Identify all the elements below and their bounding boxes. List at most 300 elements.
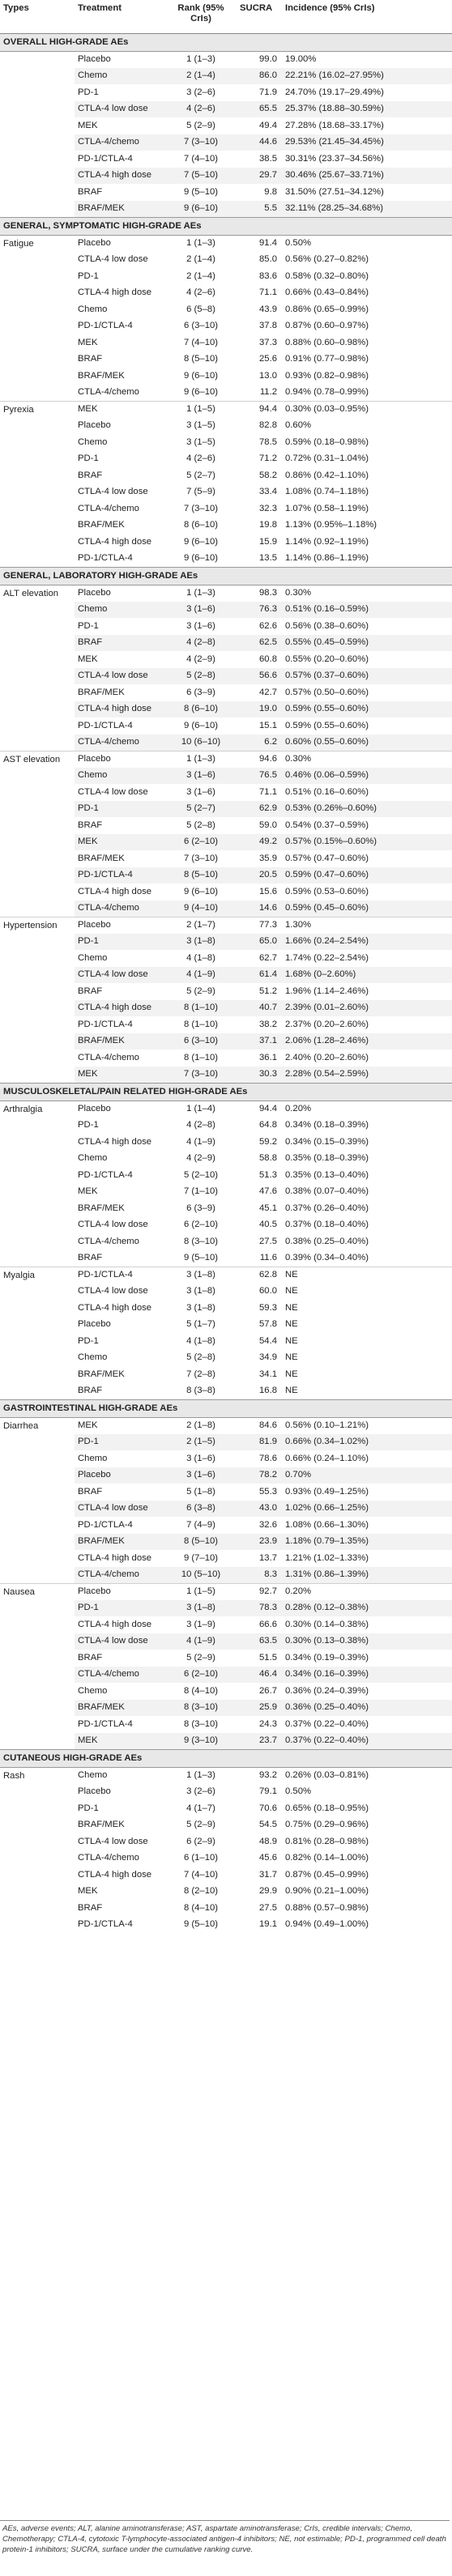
header-sucra: SUCRA [237,0,282,33]
incidence-cell: 0.93% (0.49–1.25%) [282,1484,452,1501]
incidence-cell: 0.57% (0.15%–0.60%) [282,834,452,851]
treatment-cell: PD-1/CTLA-4 [75,318,165,335]
sucra-cell: 63.5 [237,1633,282,1650]
rank-cell: 6 (3–8) [165,1501,237,1518]
header-types: Types [0,0,75,33]
incidence-cell: 0.34% (0.16–0.39%) [282,1667,452,1684]
sucra-cell: 61.4 [237,967,282,984]
sucra-cell: 62.6 [237,618,282,635]
sucra-cell: 91.4 [259,238,277,248]
sucra-cell: 59.3 [259,1302,277,1313]
ae-type-cell: Pyrexia [0,401,75,567]
sucra-cell: 37.1 [237,1033,282,1050]
treatment-cell: PD-1 [75,1434,165,1451]
rank-cell: 7 (5–10) [165,168,237,185]
treatment-cell: CTLA-4 high dose [75,1550,165,1567]
ae-type-cell: Fatigue [3,238,34,249]
sucra-cell: 40.7 [237,1000,282,1017]
sucra-cell: 62.9 [237,801,282,818]
rank-cell: 1 (1–5) [165,401,237,418]
treatment-cell: Chemo [75,1350,165,1367]
section-title: GASTROINTESTINAL HIGH-GRADE AEs [0,1399,452,1417]
treatment-cell: BRAF/MEK [75,1700,165,1717]
incidence-cell: 0.38% (0.07–0.40%) [282,1184,452,1201]
rank-cell: 6 (3–9) [165,684,237,701]
incidence-cell: 1.30% [282,917,452,934]
rank-cell: 9 (6–10) [165,884,237,901]
rank-cell: 5 (2–9) [165,117,237,134]
treatment-cell: CTLA-4 low dose [75,101,165,118]
section-title: GENERAL, LABORATORY HIGH-GRADE AEs [0,567,452,585]
incidence-cell: 1.14% (0.92–1.19%) [285,536,369,547]
incidence-cell: 0.90% (0.21–1.00%) [282,1884,452,1901]
sucra-cell: 57.8 [237,1317,282,1334]
treatment-cell: PD-1/CTLA-4 [75,151,165,168]
rank-cell: 8 (3–10) [165,1716,237,1733]
treatment-cell: PD-1 [75,618,165,635]
rank-cell: 6 (2–10) [165,1667,237,1684]
rank-cell: 7 (4–10) [165,151,237,168]
treatment-cell: Placebo [75,1784,165,1801]
section-title: CUTANEOUS HIGH-GRADE AEs [0,1749,452,1767]
incidence-cell: 0.94% (0.78–0.99%) [282,385,452,402]
treatment-cell: BRAF [75,1383,165,1400]
treatment-cell: MEK [75,651,165,668]
sucra-cell: 51.3 [259,1169,277,1180]
treatment-cell: BRAF [78,470,103,480]
sucra-cell: 19.1 [237,1917,282,1934]
treatment-cell: CTLA-4/chemo [75,901,165,918]
incidence-cell: 0.87% (0.45–0.99%) [285,1869,369,1880]
treatment-cell: PD-1 [75,451,165,468]
incidence-cell: 24.70% (19.17–29.49%) [282,84,452,101]
sucra-cell: 29.9 [237,1884,282,1901]
incidence-cell: 1.07% (0.58–1.19%) [285,503,369,513]
sucra-cell: 55.3 [237,1484,282,1501]
incidence-cell: 30.46% (25.67–33.71%) [282,168,452,185]
treatment-cell: CTLA-4/chemo [75,1567,165,1584]
treatment-cell: Placebo [75,917,165,934]
rank-cell: 9 (6–10) [165,551,237,568]
treatment-cell: BRAF/MEK [78,370,125,381]
rank-cell: 5 (2–9) [165,983,237,1000]
incidence-cell: 0.38% (0.25–0.40%) [285,1236,369,1246]
treatment-cell: BRAF/MEK [78,1203,125,1213]
sucra-cell: 85.0 [237,252,282,269]
incidence-cell: 0.36% (0.24–0.39%) [282,1683,452,1700]
treatment-cell: Chemo [75,1683,165,1700]
sucra-cell: 38.2 [237,1016,282,1033]
sucra-cell: 9.8 [237,184,282,201]
sucra-cell: 43.0 [237,1501,282,1518]
treatment-cell: Placebo [75,1583,165,1600]
incidence-cell: 0.59% (0.55–0.60%) [282,717,452,734]
rank-cell: 8 (5–10) [165,351,237,368]
treatment-cell: MEK [75,1884,165,1901]
rank-cell: 3 (1–5) [165,418,237,435]
treatment-cell: CTLA-4 high dose [75,701,165,718]
sucra-cell: 66.6 [237,1616,282,1633]
incidence-cell: 2.39% (0.01–2.60%) [282,1000,452,1017]
incidence-cell: 0.75% (0.29–0.96%) [282,1817,452,1834]
treatment-cell: PD-1/CTLA-4 [75,1716,165,1733]
incidence-cell: 32.11% (28.25–34.68%) [282,201,452,218]
sucra-cell: 99.0 [237,51,282,68]
treatment-cell: CTLA-4/chemo [78,503,139,513]
rank-cell: 4 (1–9) [165,967,237,984]
sucra-cell: 20.5 [237,867,282,884]
rank-cell: 4 (1–8) [186,1335,215,1346]
rank-cell: 5 (1–8) [165,1484,237,1501]
sucra-cell: 16.8 [237,1383,282,1400]
sucra-cell: 48.9 [259,1836,277,1846]
incidence-cell: 0.59% (0.18–0.98%) [285,436,369,447]
sucra-cell: 49.4 [237,117,282,134]
rank-cell: 8 (5–10) [165,867,237,884]
sucra-cell: 78.2 [237,1467,282,1484]
incidence-cell: 1.14% (0.86–1.19%) [282,551,452,568]
rank-cell: 10 (6–10) [165,734,237,752]
sucra-cell: 23.9 [237,1534,282,1551]
section-header-row [0,33,452,51]
sucra-cell: 71.1 [237,285,282,302]
sucra-cell: 46.4 [237,1667,282,1684]
sucra-cell: 29.7 [237,168,282,185]
rank-cell: 7 (3–10) [165,134,237,151]
section-header-row [0,1749,452,1767]
rank-cell: 6 (1–10) [165,1850,237,1867]
incidence-cell: 0.50% [285,238,312,248]
treatment-cell: MEK [78,337,98,347]
treatment-cell: PD-1/CTLA-4 [75,1917,165,1934]
treatment-cell: CTLA-4/chemo [75,1050,165,1067]
treatment-cell: Chemo [75,68,165,85]
treatment-cell: BRAF/MEK [75,850,165,867]
treatment-cell: BRAF/MEK [75,517,165,534]
sucra-cell: 94.4 [259,1104,277,1113]
incidence-cell: 19.00% [282,51,452,68]
rank-cell: 9 (4–10) [165,901,237,918]
rank-cell: 7 (3–10) [165,850,237,867]
incidence-cell: 27.28% (18.68–33.17%) [282,117,452,134]
treatment-cell: CTLA-4 low dose [75,1284,165,1301]
rank-cell: 5 (2–8) [165,817,237,834]
incidence-cell: NE [285,1302,298,1313]
sucra-cell: 11.2 [237,385,282,402]
sucra-cell: 15.9 [259,536,277,547]
rank-cell: 4 (2–8) [165,1118,237,1135]
treatment-cell: CTLA-4 high dose [75,1000,165,1017]
treatment-cell: MEK [75,1184,165,1201]
rank-cell: 1 (1–3) [165,585,237,602]
incidence-cell: 0.55% (0.20–0.60%) [282,651,452,668]
ae-type-cell: Diarrhea [3,1420,39,1431]
ae-type-cell: Hypertension [0,917,75,1083]
treatment-cell: CTLA-4 high dose [78,1302,152,1313]
sucra-cell: 76.5 [237,768,282,785]
incidence-cell: 0.87% (0.60–0.97%) [282,318,452,335]
treatment-cell: Placebo [78,1104,111,1113]
treatment-cell: CTLA-4 high dose [75,285,165,302]
rank-cell: 7 (3–10) [165,1067,237,1084]
sucra-cell: 33.4 [237,484,282,501]
incidence-cell: 0.58% (0.32–0.80%) [285,270,369,281]
treatment-cell: PD-1/CTLA-4 [75,1016,165,1033]
rank-cell: 2 (1–8) [165,1417,237,1434]
rank-cell: 3 (2–6) [165,1784,237,1801]
table-row [0,1267,452,1284]
sucra-cell: 32.6 [237,1517,282,1534]
sucra-cell: 27.5 [259,1902,277,1913]
sucra-cell: 64.8 [237,1118,282,1135]
rank-cell: 7 (4–10) [183,1869,219,1880]
rank-cell: 8 (5–10) [165,1534,237,1551]
rank-cell: 9 (6–10) [183,536,219,547]
sucra-cell: 45.6 [237,1850,282,1867]
rank-cell: 9 (6–10) [165,201,237,218]
treatment-cell: CTLA-4 low dose [75,1633,165,1650]
treatment-cell: MEK [75,834,165,851]
sucra-cell: 54.4 [259,1335,277,1346]
rank-cell: 5 (2–10) [183,1169,219,1180]
treatment-cell: MEK [75,401,165,418]
section-header-row [0,567,452,585]
incidence-cell: 1.08% (0.66–1.30%) [282,1517,452,1534]
treatment-cell: Placebo [75,1467,165,1484]
sucra-cell: 38.5 [237,151,282,168]
incidence-cell: 1.18% (0.79–1.35%) [282,1534,452,1551]
treatment-cell: MEK [75,1067,165,1084]
incidence-cell: 0.66% (0.34–1.02%) [282,1434,452,1451]
treatment-cell: MEK [75,117,165,134]
incidence-cell: 0.34% (0.19–0.39%) [282,1650,452,1667]
treatment-cell: BRAF [75,817,165,834]
sucra-cell: 78.6 [237,1450,282,1467]
treatment-cell: Placebo [75,751,165,768]
treatment-cell: CTLA-4/chemo [75,734,165,752]
incidence-cell: 0.46% (0.06–0.59%) [282,768,452,785]
sucra-cell: 13.5 [237,551,282,568]
section-title: OVERALL HIGH-GRADE AEs [0,33,452,51]
sucra-cell: 60.8 [237,651,282,668]
incidence-cell: 2.37% (0.20–2.60%) [282,1016,452,1033]
rank-cell: 8 (3–10) [183,1236,219,1246]
incidence-cell: 29.53% (21.45–34.45%) [282,134,452,151]
rank-cell: 9 (5–10) [165,184,237,201]
rank-cell: 4 (1–8) [165,950,237,967]
incidence-cell: 0.66% (0.24–1.10%) [282,1450,452,1467]
table-row [0,1583,452,1600]
sucra-cell: 92.7 [237,1583,282,1600]
sucra-cell: 19.0 [237,701,282,718]
treatment-cell: PD-1/CTLA-4 [75,551,165,568]
sucra-cell: 58.8 [237,1151,282,1168]
sucra-cell: 94.4 [237,401,282,418]
rank-cell: 1 (1–3) [186,1770,215,1780]
incidence-cell: 0.59% (0.47–0.60%) [282,867,452,884]
incidence-cell: 0.54% (0.37–0.59%) [282,817,452,834]
incidence-cell: NE [285,1369,298,1379]
incidence-cell: 0.88% (0.57–0.98%) [285,1902,369,1913]
incidence-cell: 0.59% (0.53–0.60%) [282,884,452,901]
sucra-cell: 62.7 [237,950,282,967]
treatment-cell: CTLA-4/chemo [75,1667,165,1684]
treatment-cell: BRAF [75,1650,165,1667]
treatment-cell: BRAF/MEK [75,1534,165,1551]
incidence-cell: 0.86% (0.42–1.10%) [285,470,369,480]
sucra-cell: 44.6 [237,134,282,151]
rank-cell: 9 (7–10) [165,1550,237,1567]
treatment-cell: PD-1 [78,1335,99,1346]
table-row [0,751,452,768]
incidence-cell: 1.74% (0.22–2.54%) [282,950,452,967]
rank-cell: 8 (4–10) [183,1902,219,1913]
ae-type-cell: Arthralgia [3,1104,43,1114]
sucra-cell: 5.5 [237,201,282,218]
rank-cell: 4 (2–6) [165,451,237,468]
treatment-cell: MEK [75,1417,165,1434]
treatment-cell: CTLA-4 low dose [75,252,165,269]
treatment-cell: Placebo [75,418,165,435]
sucra-cell: 36.1 [237,1050,282,1067]
incidence-cell: 0.30% (0.13–0.38%) [282,1633,452,1650]
rank-cell: 8 (6–10) [165,701,237,718]
treatment-cell: BRAF/MEK [78,1369,125,1379]
incidence-cell: 1.31% (0.86–1.39%) [282,1567,452,1584]
rank-cell: 3 (1–8) [165,934,237,951]
incidence-cell: 1.66% (0.24–2.54%) [282,934,452,951]
sucra-cell: 93.2 [259,1770,277,1780]
treatment-cell: CTLA-4/chemo [75,134,165,151]
sucra-cell: 13.7 [237,1550,282,1567]
sucra-cell: 81.9 [237,1434,282,1451]
sucra-cell: 19.8 [237,517,282,534]
sucra-cell: 58.2 [259,470,277,480]
treatment-cell: CTLA-4/chemo [75,385,165,402]
section-title: MUSCULOSKELETAL/PAIN RELATED HIGH-GRADE AEs [0,1083,452,1101]
sucra-cell: 35.9 [237,850,282,867]
treatment-cell: CTLA-4 low dose [78,1836,148,1846]
rank-cell: 3 (1–6) [165,602,237,619]
rank-cell: 9 (5–10) [165,1917,237,1934]
rank-cell: 9 (5–10) [165,1250,237,1267]
section-header-row [0,1399,452,1417]
rank-cell: 8 (1–10) [165,1000,237,1017]
sucra-cell: 84.6 [237,1417,282,1434]
sucra-cell: 86.0 [237,68,282,85]
treatment-cell: PD-1 [75,1600,165,1617]
treatment-cell: CTLA-4 low dose [75,784,165,801]
rank-cell: 3 (1–6) [165,784,237,801]
treatment-cell: Placebo [78,238,111,248]
incidence-cell: NE [282,1284,452,1301]
treatment-cell: PD-1 [78,1803,99,1813]
sucra-cell: 25.9 [237,1700,282,1717]
header-incidence: Incidence (95% CrIs) [282,0,452,33]
incidence-cell: 0.30% (0.14–0.38%) [282,1616,452,1633]
rank-cell: 8 (3–8) [165,1383,237,1400]
treatment-cell: Placebo [75,51,165,68]
table-row [0,401,452,418]
rank-cell: 5 (2–9) [165,1817,237,1834]
rank-cell: 7 (5–9) [165,484,237,501]
sucra-cell: 49.2 [237,834,282,851]
rank-cell: 9 (3–10) [165,1733,237,1750]
ae-type-cell: AST elevation [0,751,75,917]
treatment-cell: CTLA-4/chemo [78,1236,139,1246]
incidence-cell: 0.66% (0.43–0.84%) [282,285,452,302]
sucra-cell: 11.6 [237,1250,282,1267]
rank-cell: 4 (1–9) [165,1633,237,1650]
sucra-cell: 76.3 [237,602,282,619]
section-header-row [0,1083,452,1101]
incidence-cell: 0.37% (0.18–0.40%) [282,1217,452,1234]
rank-cell: 3 (1–8) [165,1267,237,1284]
rank-cell: 8 (1–10) [165,1050,237,1067]
sucra-cell: 26.7 [237,1683,282,1700]
incidence-cell: NE [282,1267,452,1284]
incidence-cell: 1.21% (1.02–1.33%) [282,1550,452,1567]
ae-type-cell: Nausea [0,1583,75,1749]
incidence-cell: 0.59% (0.55–0.60%) [282,701,452,718]
rank-cell: 7 (2–8) [186,1369,215,1379]
section-title: GENERAL, SYMPTOMATIC HIGH-GRADE AEs [0,217,452,235]
table-row [0,917,452,934]
rank-cell: 7 (3–10) [183,503,219,513]
rank-cell: 6 (3–10) [165,318,237,335]
sucra-cell: 65.5 [237,101,282,118]
sucra-cell: 71.2 [237,451,282,468]
rank-cell: 5 (2–7) [186,470,215,480]
incidence-cell: 0.70% [282,1467,452,1484]
incidence-cell: 0.20% [282,1583,452,1600]
rank-cell: 6 (2–10) [165,834,237,851]
table-row [0,585,452,602]
treatment-cell: PD-1/CTLA-4 [75,867,165,884]
incidence-cell: 0.37% (0.22–0.40%) [282,1733,452,1750]
sucra-cell: 78.3 [237,1600,282,1617]
sucra-cell: 71.1 [237,784,282,801]
rank-cell: 8 (6–10) [165,517,237,534]
rank-cell: 3 (1–6) [165,618,237,635]
incidence-cell: 30.31% (23.37–34.56%) [282,151,452,168]
treatment-cell: Chemo [75,950,165,967]
treatment-cell: PD-1 [75,934,165,951]
rank-cell: 7 (1–10) [165,1184,237,1201]
incidence-cell: 0.35% (0.18–0.39%) [282,1151,452,1168]
incidence-cell: 31.50% (27.51–34.12%) [282,184,452,201]
sucra-cell: 31.7 [259,1869,277,1880]
table-row [0,51,452,68]
sucra-cell: 78.5 [259,436,277,447]
sucra-cell: 83.6 [259,270,277,281]
treatment-cell: CTLA-4 high dose [75,884,165,901]
rank-cell: 6 (5–8) [186,304,215,314]
table-body [0,33,452,1933]
sucra-cell: 42.7 [237,684,282,701]
sucra-cell: 56.6 [237,668,282,685]
treatment-cell: PD-1/CTLA-4 [75,1517,165,1534]
rank-cell: 3 (1–6) [165,1450,237,1467]
section-header-row [0,217,452,235]
rank-cell: 8 (2–10) [165,1884,237,1901]
rank-cell: 3 (1–9) [165,1616,237,1633]
treatment-cell: PD-1 [75,801,165,818]
rank-cell: 6 (3–9) [186,1203,215,1213]
sucra-cell: 94.6 [237,751,282,768]
rank-cell: 4 (2–8) [165,635,237,652]
incidence-cell: 0.28% (0.12–0.38%) [282,1600,452,1617]
